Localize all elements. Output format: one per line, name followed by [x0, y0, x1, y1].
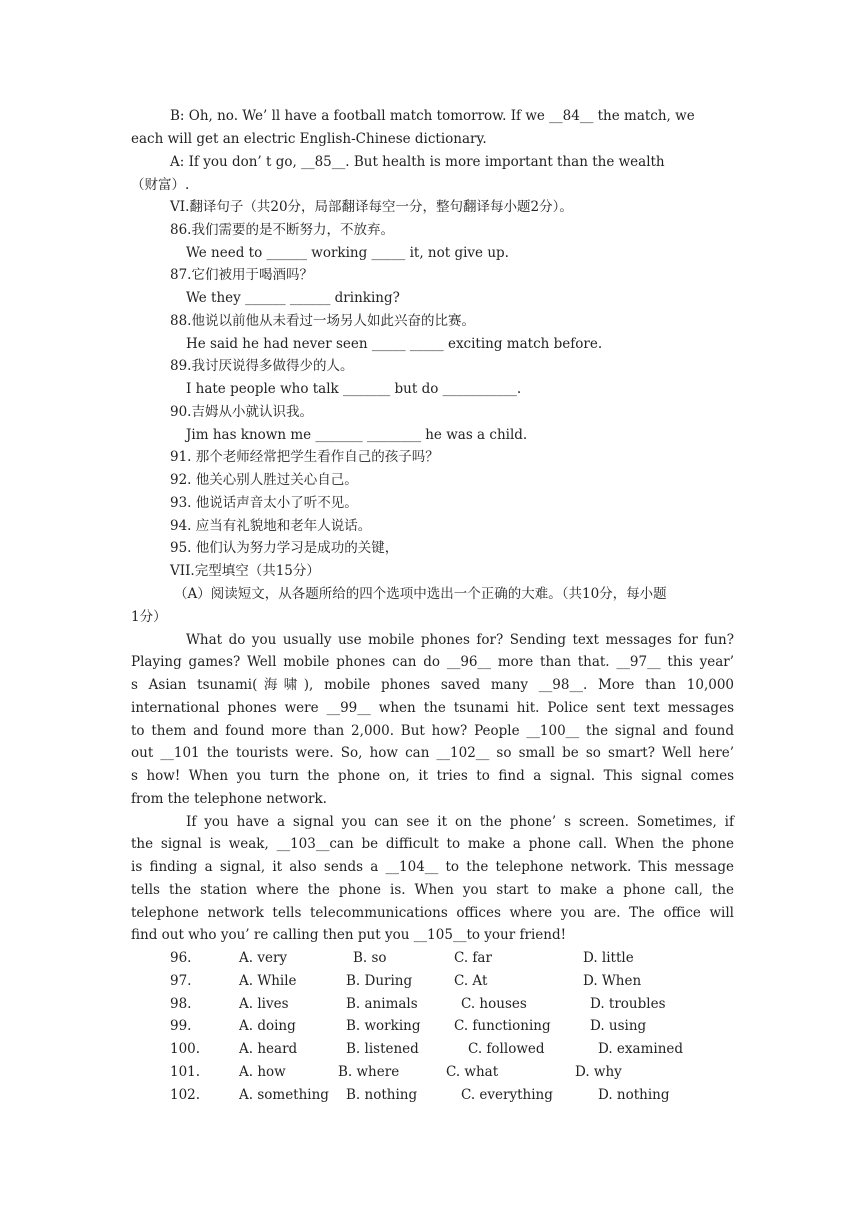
option-a: A. heard [239, 1041, 298, 1057]
passage-line: find out who you’ re calling then put you __105__to your friend! [131, 927, 567, 943]
option-c: C. everything [461, 1087, 553, 1103]
translation-sentence: 92. 他关心别人胜过关心自己。 [170, 472, 358, 488]
option-a: A. something [239, 1087, 329, 1103]
option-b: B. listened [346, 1041, 419, 1057]
option-b: B. animals [346, 996, 418, 1012]
passage-line: from the telephone network. [131, 791, 327, 807]
question-number: 97. [170, 973, 192, 989]
option-a: A. doing [239, 1018, 296, 1034]
passage-line: tells the station where the phone is. When you start to make a phone call, the [131, 882, 734, 898]
translation-sentence: 91. 那个老师经常把学生看作自己的孩子吗？ [170, 449, 439, 465]
dialogue-line: B: Oh, no. We’ ll have a football match tomorrow. If we __84__ the match, we [170, 108, 695, 124]
question-english: Jim has known me _______ ________ he was a child. [186, 427, 528, 443]
option-c: C. far [454, 950, 492, 966]
option-b: B. nothing [346, 1087, 418, 1103]
section-title: VII.完型填空（共15分） [170, 563, 320, 579]
passage-line: s Asian tsunami(海啸), mobile phones saved many __98__. More than 10,000 [131, 677, 734, 693]
option-c: C. followed [468, 1041, 545, 1057]
passage-line: telephone network tells telecommunications offices where you are. The office will [131, 905, 734, 921]
question-number: 98. [170, 996, 192, 1012]
option-d: D. troubles [590, 996, 666, 1012]
question-english: I hate people who talk _______ but do ___________. [186, 381, 522, 397]
passage-line: out __101 the tourists were. So, how can __102__ so small be so smart? Well here’ [131, 745, 734, 761]
dialogue-line: （财富）. [131, 177, 190, 193]
option-c: C. functioning [454, 1018, 551, 1034]
question-number: 99. [170, 1018, 192, 1034]
option-a: A. very [239, 950, 288, 966]
option-b: B. During [346, 973, 413, 989]
passage-line: to them and found more than 2,000. But how? People __100__ the signal and found [131, 723, 734, 739]
question-number: 100. [170, 1041, 201, 1057]
option-b: B. where [338, 1064, 400, 1080]
translation-sentence: 93. 他说话声音太小了听不见。 [170, 495, 358, 511]
passage-line: s how! When you turn the phone on, it tries to find a signal. This signal comes [131, 768, 734, 784]
option-c: C. At [454, 973, 488, 989]
question-chinese: 88.他说以前他从未看过一场另人如此兴奋的比赛。 [170, 313, 475, 329]
passage-line: is finding a signal, it also sends a __104__ to the telephone network. This message [131, 859, 734, 875]
option-d: D. little [583, 950, 634, 966]
option-d: D. using [590, 1018, 647, 1034]
question-number: 101. [170, 1064, 201, 1080]
passage-line: What do you usually use mobile phones for? Sending text messages for fun? [186, 632, 734, 648]
question-chinese: 86.我们需要的是不断努力，不放弃。 [170, 222, 394, 238]
option-d: D. nothing [598, 1087, 670, 1103]
passage-line: international phones were __99__ when the tsunami hit. Police sent text messages [131, 700, 734, 716]
question-number: 96. [170, 950, 192, 966]
option-c: C. houses [461, 996, 527, 1012]
question-number: 102. [170, 1087, 201, 1103]
dialogue-line: each will get an electric English-Chinese dictionary. [131, 131, 487, 147]
translation-sentence: 94. 应当有礼貌地和老年人说话。 [170, 518, 372, 534]
option-d: D. When [583, 973, 642, 989]
option-a: A. lives [239, 996, 289, 1012]
option-a: A. While [239, 973, 297, 989]
translation-sentence: 95. 他们认为努力学习是成功的关键， [170, 540, 399, 556]
passage-line: Playing games? Well mobile phones can do __96__ more than that. __97__ this year’ [131, 654, 734, 670]
question-english: We need to ______ working _____ it, not give up. [186, 245, 509, 261]
section-title: VI.翻译句子（共20分，局部翻译每空一分，整句翻译每小题2分）。 [170, 199, 573, 215]
option-a: A. how [239, 1064, 286, 1080]
passage-line: If you have a signal you can see it on the phone’ s screen. Sometimes, if [186, 814, 734, 830]
option-d: D. examined [598, 1041, 684, 1057]
question-chinese: 90.吉姆从小就认识我。 [170, 404, 313, 420]
option-b: B. so [353, 950, 387, 966]
question-english: He said he had never seen _____ _____ exciting match before. [186, 336, 603, 352]
question-english: We they ______ ______ drinking? [186, 290, 400, 306]
option-d: D. why [575, 1064, 622, 1080]
question-chinese: 89.我讨厌说得多做得少的人。 [170, 358, 354, 374]
instruction: 1分） [131, 609, 167, 625]
option-b: B. working [346, 1018, 421, 1034]
instruction: （A）阅读短文，从各题所给的四个选项中选出一个正确的大难。（共10分，每小题 [174, 586, 667, 602]
dialogue-line: A: If you don’ t go, __85__. But health is more important than the wealth [170, 154, 665, 170]
option-c: C. what [446, 1064, 499, 1080]
passage-line: the signal is weak, __103__can be difficult to make a phone call. When the phone [131, 836, 734, 852]
question-chinese: 87.它们被用于喝酒吗？ [170, 267, 313, 283]
